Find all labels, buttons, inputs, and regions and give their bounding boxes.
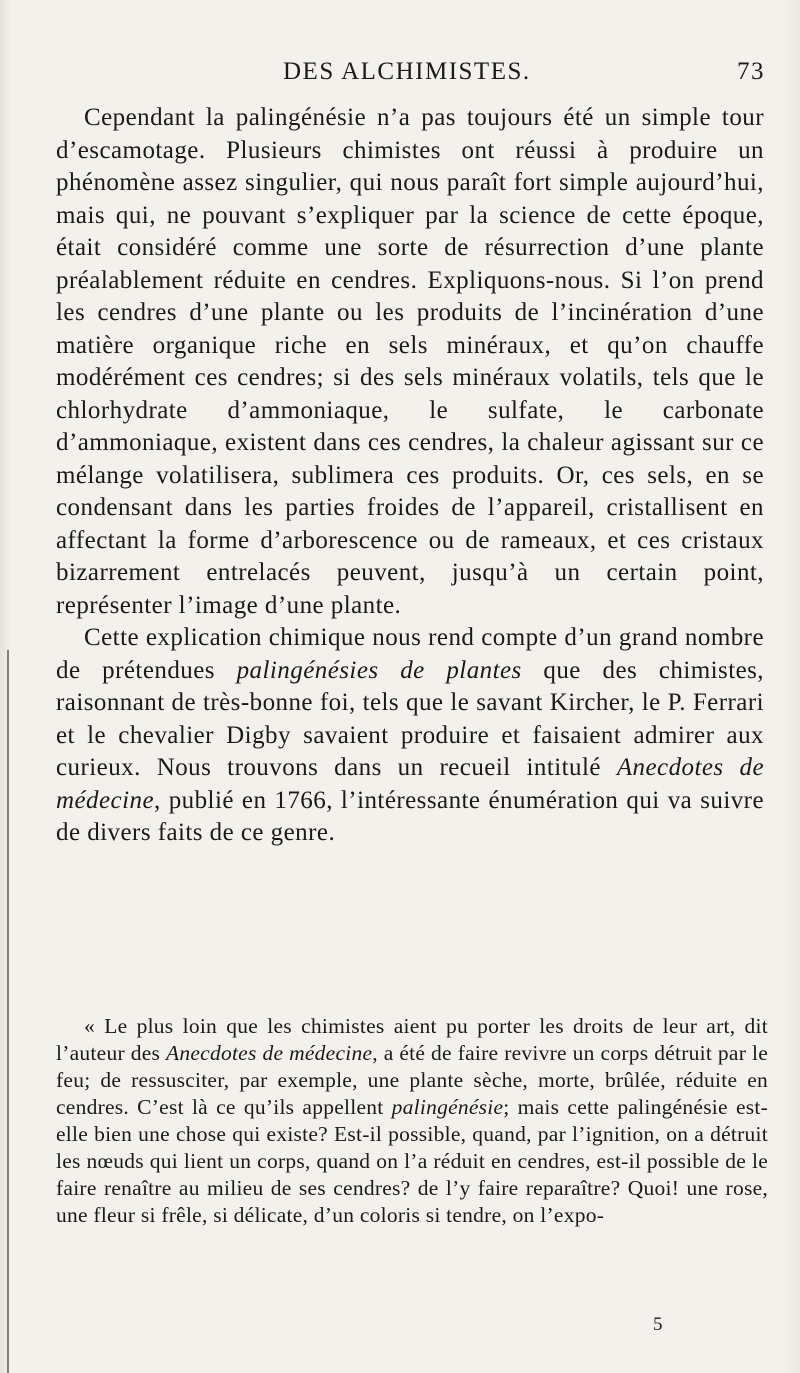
paragraph-2-book-title: Anecdotes de médecine [56,754,764,814]
paragraph-2-text-3: , publié en 1766, l’intéressante énumération qui va suivre de divers faits de ce genre. [56,786,764,846]
paragraph-2 [56,622,764,850]
main-text [56,102,764,850]
quoted-passage [56,1013,768,1229]
paragraph-1: Cependant la palingénésie n’a pas toujours été un simple tour d’escamotage. Plusieurs chimistes ont réussi à produire un phénomène assez singulier, qui nous paraît fort simple aujourd’hui, mais qui, ne pouvant s’expliquer par la science de cette époque, était considéré comme une sorte de résurrection d’une plante préalablement réduite en cendres. Expliquons-nous. Si l’on prend les cendres d’une plante ou les produits de l’incinération d’une matière organique riche en sels minéraux, et qu’on chauffe modérément ces cendres; si des sels minéraux volatils, tels que le chlorhydrate d’ammoniaque, le sulfate, le carbonate d’ammoniaque, existent dans ces cendres, la chaleur agissant sur ce mélange volatilisera, sublimera ces produits. Or, ces sels, en se condensant dans les parties froides de l’appareil, cristallisent en affectant la forme d’arborescence ou de rameaux, et ces cristaux bizarrement entrelacés peuvent, jusqu’à un certain point, représenter l’image d’une plante. [56,104,764,619]
paragraph-2-italic-phrase: palingénésies de plantes [236,656,522,684]
paragraph-2-text-1: Cette explication chimique nous rend compte d’un grand nombre de prétendues [56,624,764,684]
page-header [55,55,765,89]
signature-mark: 5 [653,1314,663,1335]
quote-book-title: Anecdotes de médecine [165,1041,373,1065]
quote-term: palingénésie [391,1095,504,1119]
quote-paragraph [56,1013,768,1229]
page-number: 73 [737,58,765,85]
quote-text-1: « Le plus loin que les chimistes aient pu porter les droits de leur art, dit l’auteur des [56,1014,768,1065]
page-edge-rule [7,650,9,1373]
quote-text-2: , a été de faire revivre un corps détruit par le feu; de ressusciter, par exemple, une plante sèche, morte, brûlée, réduite en cendres. C’est là ce qu’ils appellent [56,1041,769,1119]
paragraph-2-text-2: que des chimistes, raisonnant de très-bonne foi, tels que le savant Kircher, le P. Ferrari et le chevalier Digby savaient produire et faisaient admirer aux curieux. Nous trouvons dans un recueil intitulé [56,656,765,781]
quote-text-3: ; mais cette palingénésie est-elle bien une chose qui existe? Est-il possible, quand, par l’ignition, on a détruit les nœuds qui lient un corps, quand on l’a réduit en cendres, est-il possible de le faire renaître au milieu de ses cendres? de l’y faire reparaître? Quoi! une rose, une fleur si frêle, si délicate, d’un coloris si tendre, on l’expo- [56,1095,769,1227]
running-head: DES ALCHIMISTES. [283,58,531,85]
